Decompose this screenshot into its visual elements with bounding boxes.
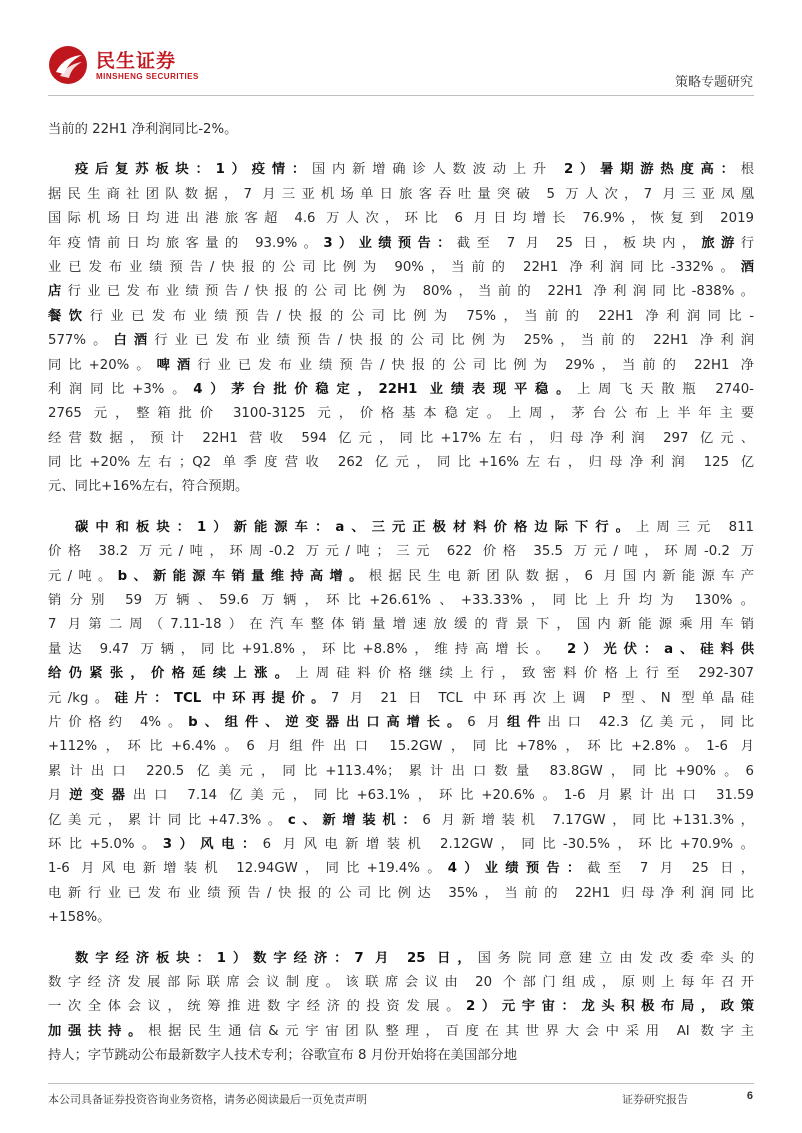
text-span: 上周三元 811 xyxy=(636,519,754,535)
text-span: 利润同比+3%。 xyxy=(48,381,194,397)
text-span: 行业已发布业绩预告/快报的公司比例为 25%，当前的 22H1 净利润 xyxy=(154,333,755,349)
bold-text: 4）业绩预告： xyxy=(447,861,588,877)
text-line xyxy=(48,833,754,857)
bold-text: 餐饮 xyxy=(48,308,90,324)
text-span: 7 月 21 日 TCL 中环再次上调 P 型、N 型单晶硅 xyxy=(330,690,755,706)
bold-text: 给仍紧张，价格延续上涨。 xyxy=(48,666,296,682)
bold-text: c、新增装机： xyxy=(287,812,423,828)
text-span: 销分别 59 万辆、59.6 万辆，环比+26.61%、+33.33%，同比上升均为 130%。 xyxy=(48,593,754,609)
bold-text: 逆变器 xyxy=(69,788,133,804)
report-body xyxy=(48,118,754,1084)
text-line xyxy=(48,906,754,930)
text-span: 当前的 22H1 净利润同比-2%。 xyxy=(48,122,238,137)
bold-text: a、三元正极材料价格边际下行。 xyxy=(335,519,637,535)
text-line xyxy=(48,232,754,256)
bold-text: 组件 xyxy=(507,714,548,730)
bold-text: 2）元宇宙：龙头积极布局，政策 xyxy=(466,999,754,1015)
bold-text: 疫后复苏板块： xyxy=(75,162,216,178)
bold-text: 数字经济板块： xyxy=(75,950,217,966)
bold-text: 3）业绩预告： xyxy=(323,235,457,251)
text-line xyxy=(48,540,754,564)
text-span: 2765 元，整箱批价 3100-3125 元，价格基本稳定。上周，茅台公布上半年主要 xyxy=(48,406,754,422)
paragraph xyxy=(48,947,754,1069)
text-span: 业已发布业绩预告/快报的公司比例为 90%，当前的 22H1 净利润同比-332%。 xyxy=(48,259,741,275)
text-line xyxy=(48,662,754,686)
text-span: 行 xyxy=(740,235,755,251)
text-span: 国际机场日均进出港旅客超 4.6 万人次，环比 6 月日均增长 76.9%，恢复到 2019 xyxy=(48,211,754,227)
text-line xyxy=(48,711,754,735)
text-span: 出口 42.3 亿美元，同比 xyxy=(547,714,755,730)
bold-text: 1）新能源车： xyxy=(197,519,336,535)
bold-text: b、组件、逆变器出口高增长。 xyxy=(188,714,468,730)
bold-text: 白酒 xyxy=(113,333,155,349)
text-line xyxy=(48,280,754,304)
text-line xyxy=(48,638,754,662)
text-line xyxy=(48,882,754,906)
brand-name-en: MINSHENG SECURITIES xyxy=(96,72,199,81)
text-line xyxy=(48,947,754,971)
text-span: 行业已发布业绩预告/快报的公司比例为 29%，当前的 22H1 净 xyxy=(197,357,755,373)
text-span: 出口 7.14 亿美元，同比+63.1%，环比+20.6%。1-6 月累计出口 31.59 xyxy=(132,788,755,804)
text-span: 亿美元，累计同比+47.3%。 xyxy=(48,812,288,828)
text-line xyxy=(48,1020,754,1044)
text-span: 累计出口 220.5 亿美元，同比+113.4%；累计出口数量 83.8GW，同比+90%。6 xyxy=(48,763,754,779)
text-line xyxy=(48,995,754,1019)
text-span: 国务院同意建立由发改委牵头的 xyxy=(477,950,755,966)
text-span: 元/吨。 xyxy=(48,568,118,584)
text-line xyxy=(48,1044,754,1068)
text-line xyxy=(48,183,754,207)
header-divider xyxy=(48,95,754,96)
text-line xyxy=(48,687,754,711)
bold-text: b、新能源车销量维持高增。 xyxy=(117,568,369,584)
text-line xyxy=(48,475,754,499)
text-span: 国内新增确诊人数波动上升 xyxy=(311,162,564,178)
text-span: 截至 7 月 25 日，板块内， xyxy=(456,235,702,251)
text-span: 元/kg。 xyxy=(48,690,115,706)
text-line xyxy=(48,158,754,182)
text-line xyxy=(48,735,754,759)
text-line xyxy=(48,760,754,784)
text-span: 根据民生通信&元宇宙团队整理，百度在其世界大会中采用 AI 数字主 xyxy=(148,1023,754,1039)
bold-text: 3）风电： xyxy=(162,836,263,852)
bold-text: 加强扶持。 xyxy=(48,1023,149,1039)
bold-text: 旅游 xyxy=(701,235,741,251)
page-number: 6 xyxy=(746,1090,753,1102)
paragraph xyxy=(48,516,754,931)
page-header xyxy=(0,0,802,100)
bold-text: 2）暑期游热度高： xyxy=(563,162,741,178)
text-span: 1-6 月风电新增装机 12.94GW，同比+19.4%。 xyxy=(48,861,448,877)
text-line xyxy=(48,118,754,142)
text-span: 截至 7 月 25 日， xyxy=(587,861,754,877)
text-span: 同比+20%左右；Q2 单季度营收 262 亿元，同比+16%左右，归母净利润 125 亿 xyxy=(48,455,754,471)
bold-text: 店 xyxy=(48,284,68,300)
text-span: 价格 38.2 万元/吨，环周-0.2 万元/吨；三元 622 价格 35.5 万元/吨，环周-0.2 万 xyxy=(48,544,754,560)
bold-text: 啤酒 xyxy=(156,357,198,373)
text-line xyxy=(48,451,754,475)
text-span: 根 xyxy=(740,162,754,178)
report-type-label: 策略专题研究 xyxy=(674,75,753,90)
bold-text: 酒 xyxy=(740,259,754,275)
text-span: 经营数据，预计 22H1 营收 594 亿元，同比+17%左右，归母净利润 297 亿元、 xyxy=(48,430,754,446)
text-line xyxy=(48,516,754,540)
text-span: 6 月 xyxy=(467,714,508,730)
brand-name-cn: 民生证券 xyxy=(96,50,177,72)
text-span: 据民生商社团队数据，7 月三亚机场单日旅客吞吐量突破 5 万人次，7 月三亚凤凰 xyxy=(48,186,754,202)
bold-text: 1）疫情： xyxy=(215,162,312,178)
text-line xyxy=(48,857,754,881)
text-span: 同比+20%。 xyxy=(48,357,157,373)
text-span: 元、同比+16%左右，符合预期。 xyxy=(48,479,249,495)
text-line xyxy=(48,305,754,329)
text-span: 上周硅料价格继续上行，致密料价格上行至 292-307 xyxy=(295,666,754,682)
bold-text: 硅片：TCL 中环再提价。 xyxy=(114,690,331,706)
footer-divider xyxy=(48,1083,754,1084)
footer-label: 证券研究报告 xyxy=(622,1093,688,1106)
text-span: 年疫情前日均旅客量的 93.9%。 xyxy=(48,235,324,251)
text-line xyxy=(48,589,754,613)
text-span: 6 月新增装机 7.17GW，同比+131.3%， xyxy=(422,812,754,828)
text-line xyxy=(48,427,754,451)
text-span: +112%，环比+6.4%。6 月组件出口 15.2GW，同比+78%，环比+2.8%。1-6 月 xyxy=(48,739,754,755)
text-line xyxy=(48,256,754,280)
footer-disclaimer: 本公司具备证券投资咨询业务资格，请务必阅读最后一页免责声明 xyxy=(48,1093,367,1106)
text-span: 片价格约 4%。 xyxy=(48,714,189,730)
text-span: 行业已发布业绩预告/快报的公司比例为 75%，当前的 22H1 净利润同比- xyxy=(89,308,755,324)
text-span: 持人；字节跳动公布最新数字人技术专利；谷歌宣布 8 月份开始将在美国部分地 xyxy=(48,1048,518,1064)
bold-text: 碳中和板块： xyxy=(75,519,198,535)
text-span: 数字经济发展部际联席会议制度。该联席会议由 20 个部门组成，原则上每年召开 xyxy=(48,974,754,990)
text-line xyxy=(48,402,754,426)
text-span: 7 月第二周（7.11-18）在汽车整体销量增速放缓的背景下，国内新能源乘用车销 xyxy=(48,617,754,633)
text-line xyxy=(48,565,754,589)
text-span: 月 xyxy=(48,788,70,804)
text-line xyxy=(48,784,754,808)
text-span: 环比+5.0%。 xyxy=(48,836,163,852)
text-line xyxy=(48,613,754,637)
paragraph xyxy=(48,118,754,142)
bold-text: 2）光伏：a、硅料供 xyxy=(567,641,754,657)
minsheng-logo-icon xyxy=(48,45,88,85)
text-line xyxy=(48,809,754,833)
text-span: 根据民生电新团队数据，6 月国内新能源车产 xyxy=(368,568,755,584)
text-line xyxy=(48,354,754,378)
text-span: 一次全体会议，统筹推进数字经济的投资发展。 xyxy=(48,999,467,1015)
text-line xyxy=(48,207,754,231)
text-span: +158%。 xyxy=(48,910,111,926)
paragraph xyxy=(48,158,754,499)
bold-text: 1）数字经济：7 月 25 日， xyxy=(216,950,478,966)
text-span: 电新行业已发布业绩预告/快报的公司比例达 35%，当前的 22H1 归母净利润同比 xyxy=(48,885,754,901)
text-span: 上周飞天散瓶 2740- xyxy=(577,381,754,397)
text-line xyxy=(48,329,754,353)
text-span: 6 月风电新增装机 2.12GW，同比-30.5%，环比+70.9%。 xyxy=(262,836,754,852)
text-line xyxy=(48,971,754,995)
text-span: 577%。 xyxy=(48,333,114,349)
text-span: 行业已发布业绩预告/快报的公司比例为 80%，当前的 22H1 净利润同比-838%。 xyxy=(67,284,754,300)
text-span: 量达 9.47 万辆，同比+91.8%，环比+8.8%，维持高增长。 xyxy=(48,641,568,657)
bold-text: 4）茅台批价稳定，22H1 业绩表现平稳。 xyxy=(193,381,578,397)
text-line xyxy=(48,378,754,402)
